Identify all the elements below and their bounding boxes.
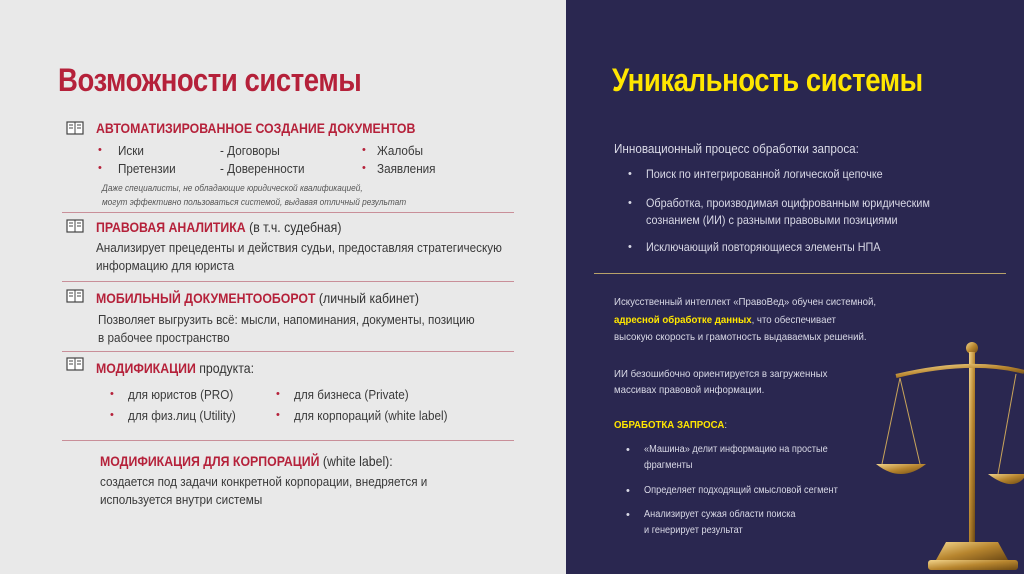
doc-type: - Доверенности bbox=[220, 161, 305, 176]
section-heading-mobile: МОБИЛЬНЫЙ ДОКУМЕНТООБОРОТ (личный кабинет) bbox=[96, 290, 419, 306]
doc-type: Иски bbox=[118, 143, 144, 158]
doc-type: - Договоры bbox=[220, 143, 280, 158]
bullet: • bbox=[98, 162, 102, 174]
ai-para: ИИ безошибочно ориентируется в загруженных bbox=[614, 368, 828, 380]
modification-item: для корпораций (white label) bbox=[294, 408, 448, 423]
left-title: Возможности системы bbox=[58, 62, 362, 98]
feature-item: Поиск по интегрированной логической цепочке bbox=[646, 167, 883, 181]
modification-item: для бизнеса (Private) bbox=[294, 387, 409, 402]
process-item: фрагменты bbox=[644, 460, 693, 471]
bullet: • bbox=[98, 144, 102, 156]
divider bbox=[62, 351, 514, 352]
section-heading-corporate: МОДИФИКАЦИЯ ДЛЯ КОРПОРАЦИЙ (white label): bbox=[100, 453, 393, 469]
bullet: • bbox=[276, 409, 280, 421]
process-item: и генерирует результат bbox=[644, 525, 743, 536]
modification-item: для юристов (PRO) bbox=[128, 387, 234, 402]
desc-line: создается под задачи конкретной корпорации, внедряется и bbox=[100, 474, 428, 489]
book-icon bbox=[66, 121, 84, 135]
bullet: • bbox=[110, 388, 114, 400]
bullet: • bbox=[110, 409, 114, 421]
doc-type: Заявления bbox=[377, 161, 436, 176]
bullet: • bbox=[362, 144, 366, 156]
section-heading-documents: АВТОМАТИЗИРОВАННОЕ СОЗДАНИЕ ДОКУМЕНТОВ bbox=[96, 120, 416, 136]
feature-item: Обработка, производимая оцифрованным юридическим bbox=[646, 196, 930, 210]
ai-para: Искусственный интеллект «ПравоВед» обучен системной, bbox=[614, 296, 877, 308]
doc-type: Жалобы bbox=[377, 143, 424, 158]
ai-para: адресной обработке данных, что обеспечивает bbox=[614, 314, 836, 326]
desc-line: в рабочее пространство bbox=[98, 330, 230, 345]
intro-text: Инновационный процесс обработки запроса: bbox=[614, 141, 859, 156]
bullet: • bbox=[626, 485, 630, 497]
doc-type: Претензии bbox=[118, 161, 176, 176]
desc-line: используется внутри системы bbox=[100, 492, 263, 507]
feature-item: Исключающий повторяющиеся элементы НПА bbox=[646, 240, 881, 254]
bullet: • bbox=[626, 509, 630, 521]
section-heading-modifications: МОДИФИКАЦИИ продукта: bbox=[96, 360, 255, 376]
book-icon bbox=[66, 219, 84, 233]
divider bbox=[62, 440, 514, 441]
book-icon bbox=[66, 357, 84, 371]
desc-line: Позволяет выгрузить всё: мысли, напоминания, документы, позицию bbox=[98, 312, 475, 327]
bullet: • bbox=[626, 444, 630, 456]
note-line: могут эффективно пользоваться системой, выдавая отличный результат bbox=[102, 197, 407, 207]
bullet: • bbox=[628, 241, 632, 253]
ai-para: массивах правовой информации. bbox=[614, 384, 765, 396]
divider bbox=[62, 212, 514, 213]
ai-para: высокую скорость и грамотность выдаваемых решений. bbox=[614, 331, 867, 343]
scales-of-justice-icon bbox=[876, 338, 1024, 574]
process-title: ОБРАБОТКА ЗАПРОСА: bbox=[614, 419, 728, 431]
process-item: Определяет подходящий смысловой сегмент bbox=[644, 485, 838, 496]
section-heading-analytics: ПРАВОВАЯ АНАЛИТИКА (в т.ч. судебная) bbox=[96, 219, 342, 235]
modification-item: для физ.лиц (Utility) bbox=[128, 408, 236, 423]
bullet: • bbox=[362, 162, 366, 174]
desc-line: Анализирует прецеденты и действия судьи, предоставляя стратегическую bbox=[96, 240, 502, 255]
process-item: Анализирует сужая области поиска bbox=[644, 509, 796, 520]
bullet: • bbox=[276, 388, 280, 400]
divider bbox=[62, 281, 514, 282]
bullet: • bbox=[628, 168, 632, 180]
note-line: Даже специалисты, не обладающие юридической квалификацией, bbox=[102, 183, 363, 193]
bullet: • bbox=[628, 197, 632, 209]
process-item: «Машина» делит информацию на простые bbox=[644, 444, 828, 455]
feature-item: сознанием (ИИ) с разными правовыми позициями bbox=[646, 213, 898, 227]
right-title: Уникальность системы bbox=[612, 62, 923, 98]
desc-line: информацию для юриста bbox=[96, 258, 235, 273]
book-icon bbox=[66, 289, 84, 303]
divider bbox=[594, 273, 1006, 274]
